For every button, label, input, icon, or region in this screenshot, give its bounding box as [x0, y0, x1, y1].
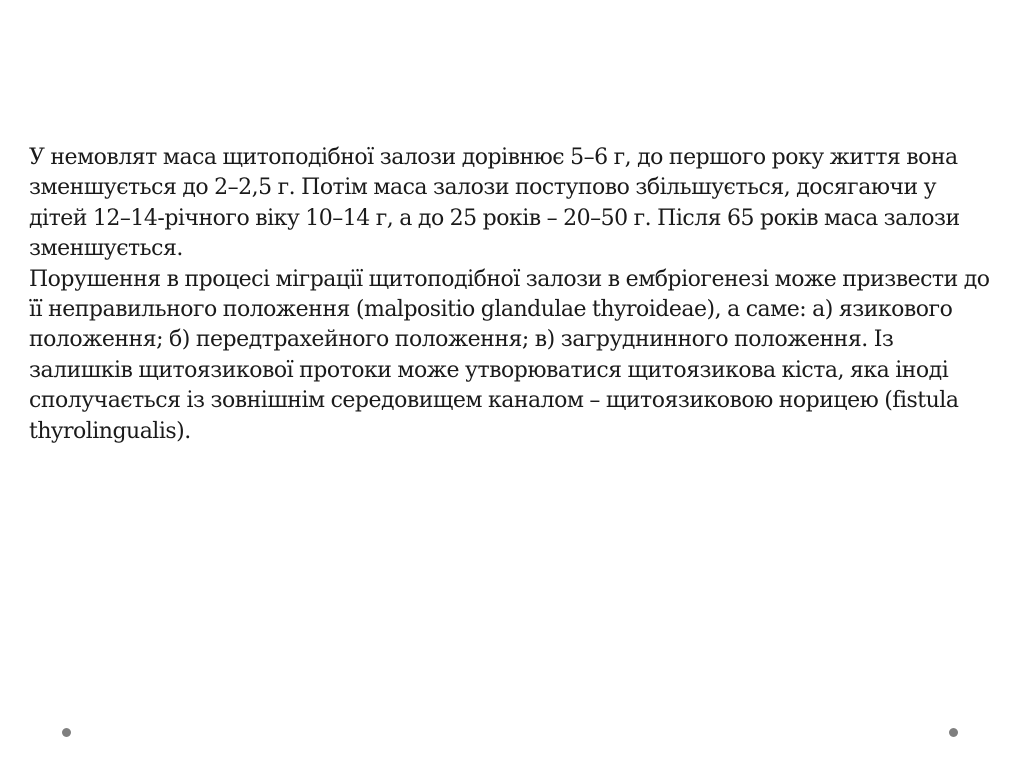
- paragraph-thyroid-mass: У немовлят маса щитоподібної залози дорівнює 5–6 г, до першого року життя вона зменшується до 2–2,5 г. Потім маса залози поступово збільшується, досягаючи у дітей 12–14-річного віку 10–14 г, а до 25 років – 20–50 г. Після 65 років маса залози зменшується.: [29, 145, 960, 262]
- right-decorative-dot: [949, 728, 958, 737]
- left-decorative-dot: [62, 728, 71, 737]
- paragraph-thyroid-malposition: Порушення в процесі міграції щитоподібної залози в ембріогенезі може призвести до її неправильного положення (malpositio glandulae thyroideae), а саме: а) язикового положення; б) передтрахейного положення; в) загруднинного положення. Із залишків щитоязикової протоки може утворюватися щитоязикова кіста, яка іноді сполучається із зовнішнім середовищем каналом – щитоязиковою норицею (fistula thyrolingualis).: [29, 266, 990, 444]
- slide-body-text: [29, 143, 994, 447]
